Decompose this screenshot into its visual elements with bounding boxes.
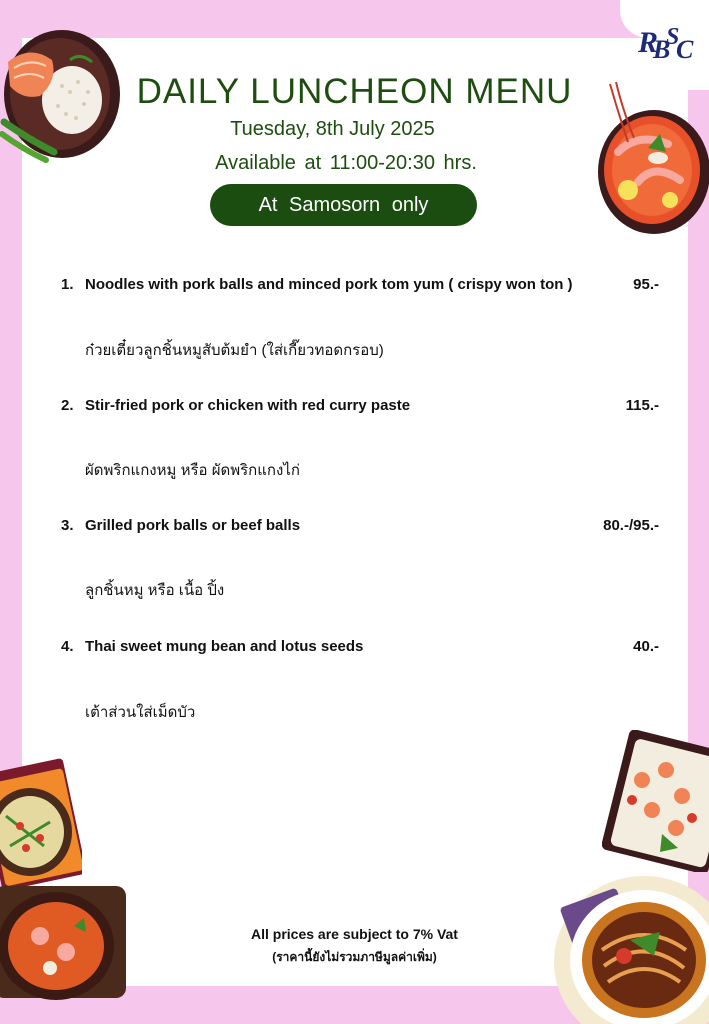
item-number: 2. (61, 397, 74, 414)
service-hours: Available at 11:00-20:30 hrs. (215, 152, 477, 174)
red-curry-clay-pot-icon (0, 880, 132, 1006)
item-price: 80.-/95.- (603, 517, 659, 534)
item-name-en: Grilled pork balls or beef balls (85, 517, 301, 534)
svg-text:S: S (666, 24, 680, 50)
noodle-bowl-icon (550, 870, 709, 1024)
svg-text:R: R (638, 26, 659, 59)
location-badge: At Samosorn only (210, 184, 477, 226)
item-name-en: Noodles with pork balls and minced pork tom yum ( crispy won ton ) (85, 276, 573, 293)
item-price: 115.- (625, 397, 659, 414)
rbsc-logo (636, 14, 700, 68)
item-name-th: ก๋วยเตี๋ยวลูกชิ้นหมูสับต้มยำ (ใส่เกี๊ยวทอดกรอบ) (85, 342, 384, 359)
item-name-en: Stir-fried pork or chicken with red curry paste (85, 397, 411, 414)
menu-date: Tuesday, 8th July 2025 (230, 118, 435, 140)
papaya-salad-bowl-icon (0, 746, 82, 894)
shrimp-fried-rice-plate-icon (602, 730, 709, 872)
vat-note-thai: (ราคานี้ยังไม่รวมภาษีมูลค่าเพิ่ม) (272, 950, 437, 964)
item-name-th: ลูกชิ้นหมู หรือ เนื้อ ปิ้ง (85, 582, 225, 599)
item-name-th: เต้าส่วนใส่เม็ดบัว (85, 704, 196, 721)
svg-text:B: B (653, 35, 671, 64)
item-number: 1. (61, 276, 74, 293)
item-number: 3. (61, 517, 74, 534)
svg-text:C: C (676, 35, 694, 64)
item-name-th: ผัดพริกแกงหมู หรือ ผัดพริกแกงไก่ (85, 462, 300, 479)
page-title: DAILY LUNCHEON MENU (136, 72, 573, 111)
item-price: 40.- (633, 638, 659, 655)
item-name-en: Thai sweet mung bean and lotus seeds (85, 638, 364, 655)
item-number: 4. (61, 638, 74, 655)
vat-note: All prices are subject to 7% Vat (251, 926, 458, 942)
item-price: 95.- (633, 276, 659, 293)
